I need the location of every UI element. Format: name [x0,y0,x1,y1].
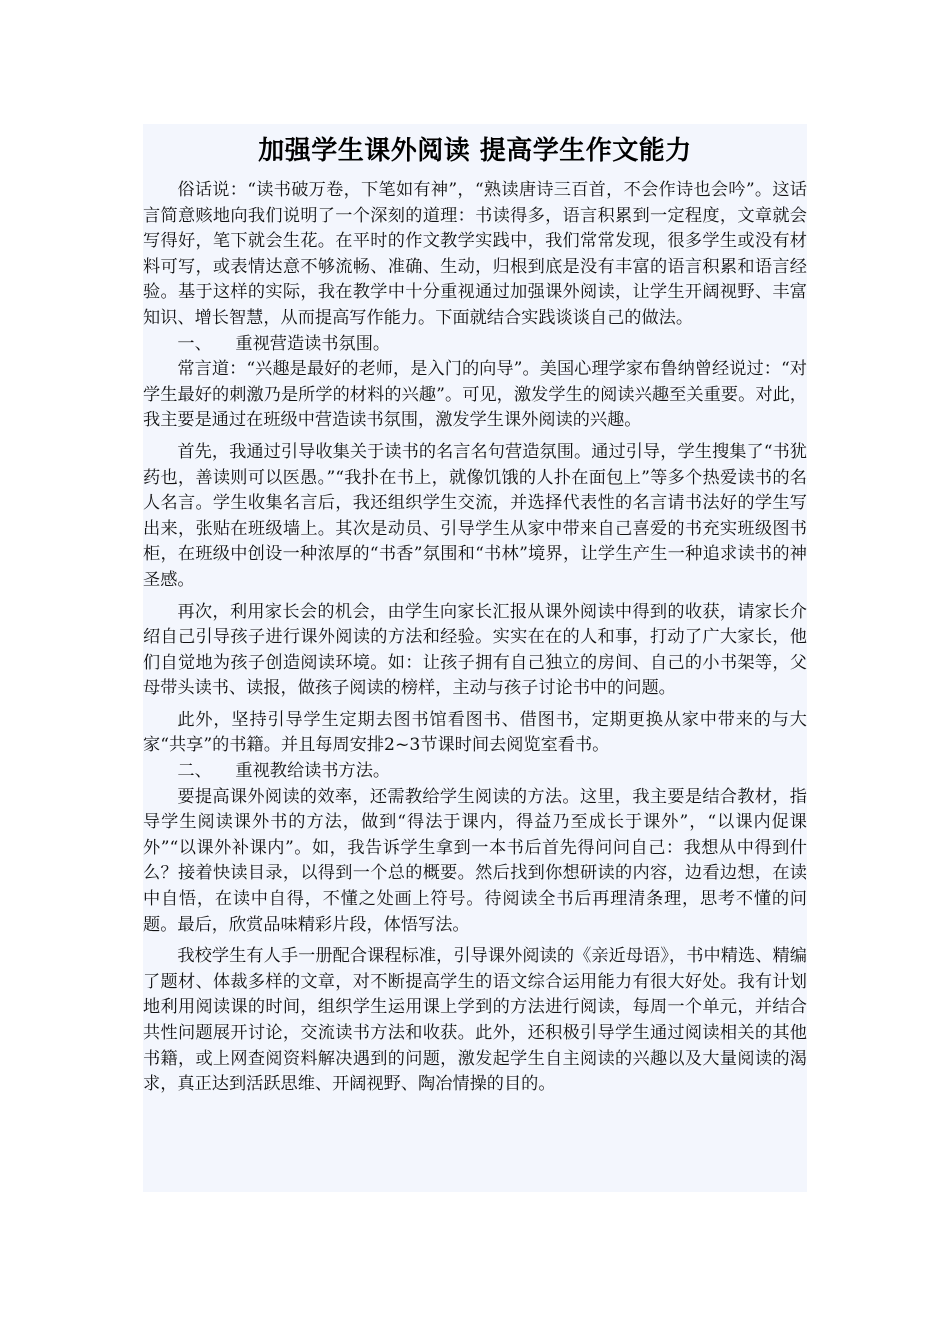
paragraph-parents: 再次，利用家长会的机会，由学生向家长汇报从课外阅读中得到的收获，请家长介绍自己引导孩子进行课外阅读的方法和经验。实实在在的人和事，打动了广大家长，他们自觉地为孩子创造阅读环境。如：让孩子拥有自己独立的房间、自己的小书架等，父母带头读书、读报，做孩子阅读的榜样，主动与孩子讨论书中的问题。 [143,601,807,699]
paragraph-library: 此外，坚持引导学生定期去图书馆看图书、借图书，定期更换从家中带来的与大家“共享”的书籍。并且每周安排2~3节课时间去阅览室看书。 [143,709,807,756]
section-heading-1 [143,332,807,358]
section-title-2: 重视教给读书方法。 [235,761,391,782]
section-number-2: 二、 [177,761,212,782]
paragraph-quotes: 首先，我通过引导收集关于读书的名言名句营造氛围。通过引导，学生搜集了“书犹药也，善读则可以医愚。”“我扑在书上，就像饥饿的人扑在面包上”等多个热爱读书的名人名言。学生收集名言后，我还组织学生交流，并选择代表性的名言请书法好的学生写出来，张贴在班级墙上。其次是动员、引导学生从家中带来自己喜爱的书充实班级图书柜，在班级中创设一种浓厚的“书香”氛围和“书林”境界，让学生产生一种追求读书的神圣感。 [143,441,807,590]
section-heading-2 [143,759,807,785]
section-number-1: 一、 [177,333,212,354]
paragraph-methods: 要提高课外阅读的效率，还需教给学生阅读的方法。这里，我主要是结合教材，指导学生阅读课外书的方法，做到“得法于课内，得益乃至成长于课外”，“以课内促课外”“以课外补课内”。如，我告诉学生拿到一本书后首先得问问自己：我想从中得到什么？接着快读目录，以得到一个总的概要。然后找到你想研读的内容，边看边想，在读中自悟，在读中自得，不懂之处画上符号。待阅读全书后再理清条理，思考不懂的问题。最后，欣赏品味精彩片段，体悟写法。 [143,786,807,935]
document-title: 加强学生课外阅读 提高学生作文能力 [258,136,692,166]
document-body [143,124,807,1192]
paragraph-intro: 俗话说：“读书破万卷，下笔如有神”，“熟读唐诗三百首，不会作诗也会吟”。这话言简意赅地向我们说明了一个深刻的道理：书读得多，语言积累到一定程度，文章就会写得好，笔下就会生花。在平时的作文教学实践中，我们常常发现，很多学生或没有材料可写，或表情达意不够流畅、准确、生动，归根到底是没有丰富的语言积累和语言经验。基于这样的实际，我在教学中十分重视通过加强课外阅读，让学生开阔视野、丰富知识、增长智慧，从而提高写作能力。下面就结合实践谈谈自己的做法。 [143,180,807,328]
section-title-1: 重视营造读书氛围。 [235,333,391,354]
paragraph-textbook: 我校学生有人手一册配合课程标准，引导课外阅读的《亲近母语》，书中精选、精编了题材、体裁多样的文章，对不断提高学生的语文综合运用能力有很大好处。我有计划地利用阅读课的时间，组织学生运用课上学到的方法进行阅读，每周一个单元，并结合共性问题展开讨论，交流读书方法和收获。此外，还积极引导学生通过阅读相关的其他书籍，或上网查阅资料解决遇到的问题，激发起学生自主阅读的兴趣以及大量阅读的渴求，真正达到活跃思维、开阔视野、陶冶情操的目的。 [143,946,807,1095]
paragraph-interest: 常言道：“兴趣是最好的老师，是入门的向导”。美国心理学家布鲁纳曾经说过：“对学生最好的刺激乃是所学的材料的兴趣”。可见，激发学生的阅读兴趣至关重要。对此，我主要是通过在班级中营造读书氛围，激发学生课外阅读的兴趣。 [143,359,807,431]
